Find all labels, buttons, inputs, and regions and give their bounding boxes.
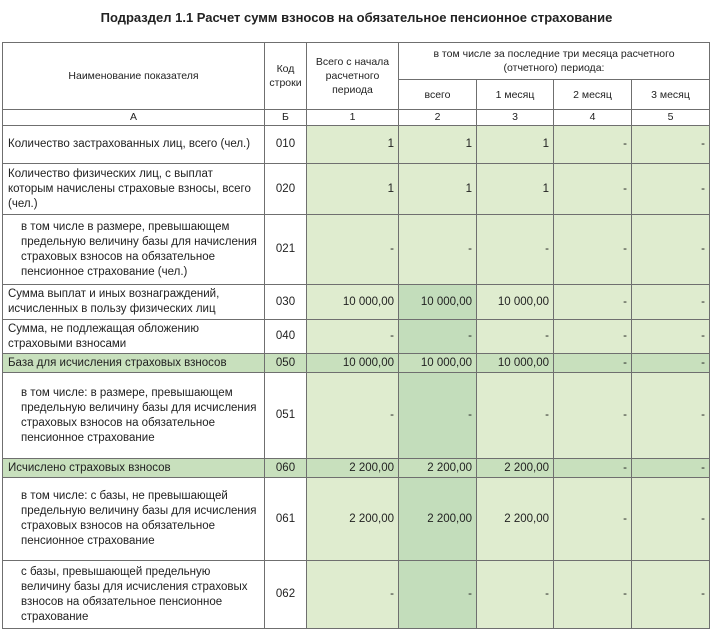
- value-cell[interactable]: -: [399, 215, 477, 285]
- value-cell[interactable]: -: [632, 215, 710, 285]
- value-cell[interactable]: -: [307, 320, 399, 354]
- table-row: [3, 373, 710, 459]
- row-code: 030: [265, 285, 307, 320]
- table-row: [3, 164, 710, 215]
- row-label: Количество физических лиц, с выплат которым начислены страховые взносы, всего (чел.): [3, 164, 265, 215]
- row-label: Сумма выплат и иных вознаграждений, исчисленных в пользу физических лиц: [3, 285, 265, 320]
- table-row: [3, 354, 710, 373]
- row-code: 051: [265, 373, 307, 459]
- value-cell[interactable]: 1: [477, 164, 554, 215]
- value-cell[interactable]: -: [632, 373, 710, 459]
- header-month-1: 1 месяц: [477, 80, 554, 110]
- row-code: 061: [265, 478, 307, 561]
- value-cell[interactable]: -: [632, 354, 710, 373]
- table-row: [3, 215, 710, 285]
- value-cell[interactable]: -: [632, 478, 710, 561]
- row-label: Сумма, не подлежащая обложению страховыми взносами: [3, 320, 265, 354]
- row-code: 021: [265, 215, 307, 285]
- value-cell[interactable]: 1: [307, 126, 399, 164]
- header-month-3: 3 месяц: [632, 80, 710, 110]
- table-row: [3, 478, 710, 561]
- column-number: Б: [265, 110, 307, 126]
- value-cell[interactable]: 10 000,00: [477, 285, 554, 320]
- table-row: [3, 459, 710, 478]
- value-cell[interactable]: -: [632, 164, 710, 215]
- value-cell[interactable]: -: [399, 373, 477, 459]
- column-number: 4: [554, 110, 632, 126]
- row-label: в том числе: в размере, превышающем предельную величину базы для исчисления страховых взносов на обязательное пенсионное страхование: [3, 373, 265, 459]
- value-cell[interactable]: -: [554, 320, 632, 354]
- table-row: [3, 561, 710, 629]
- header-total: Всего с начала расчетного периода: [307, 43, 399, 110]
- row-code: 062: [265, 561, 307, 629]
- row-code: 020: [265, 164, 307, 215]
- table-row: [3, 320, 710, 354]
- page-title: Подраздел 1.1 Расчет сумм взносов на обязательное пенсионное страхование: [100, 10, 613, 25]
- column-number: 3: [477, 110, 554, 126]
- value-cell[interactable]: 1: [477, 126, 554, 164]
- value-cell[interactable]: -: [554, 215, 632, 285]
- column-number: 1: [307, 110, 399, 126]
- value-cell[interactable]: 2 200,00: [307, 459, 399, 478]
- row-label: База для исчисления страховых взносов: [3, 354, 265, 373]
- value-cell[interactable]: 1: [307, 164, 399, 215]
- row-label: Количество застрахованных лиц, всего (чел.): [3, 126, 265, 164]
- value-cell[interactable]: -: [632, 126, 710, 164]
- value-cell[interactable]: -: [477, 561, 554, 629]
- header-name: Наименование показателя: [3, 43, 265, 110]
- value-cell[interactable]: -: [554, 354, 632, 373]
- value-cell[interactable]: -: [554, 373, 632, 459]
- row-label: Исчислено страховых взносов: [3, 459, 265, 478]
- value-cell[interactable]: 2 200,00: [399, 478, 477, 561]
- value-cell[interactable]: -: [399, 561, 477, 629]
- value-cell[interactable]: 2 200,00: [477, 478, 554, 561]
- row-code: 060: [265, 459, 307, 478]
- column-number: А: [3, 110, 265, 126]
- value-cell[interactable]: -: [554, 459, 632, 478]
- table-row: [3, 126, 710, 164]
- row-code: 010: [265, 126, 307, 164]
- value-cell[interactable]: 2 200,00: [477, 459, 554, 478]
- row-label: с базы, превышающей предельную величину базы для исчисления страховых взносов на обязательное пенсионное страхование: [3, 561, 265, 629]
- column-number: 5: [632, 110, 710, 126]
- header-month-2: 2 месяц: [554, 80, 632, 110]
- header-code: Код строки: [265, 43, 307, 110]
- value-cell[interactable]: -: [399, 320, 477, 354]
- value-cell[interactable]: -: [632, 561, 710, 629]
- value-cell[interactable]: -: [307, 373, 399, 459]
- table-row: [3, 285, 710, 320]
- value-cell[interactable]: -: [554, 561, 632, 629]
- value-cell[interactable]: 1: [399, 126, 477, 164]
- value-cell[interactable]: -: [307, 215, 399, 285]
- value-cell[interactable]: 2 200,00: [307, 478, 399, 561]
- header-sub-total: всего: [399, 80, 477, 110]
- row-code: 040: [265, 320, 307, 354]
- value-cell[interactable]: -: [632, 285, 710, 320]
- value-cell[interactable]: -: [632, 320, 710, 354]
- row-code: 050: [265, 354, 307, 373]
- value-cell[interactable]: 10 000,00: [399, 285, 477, 320]
- value-cell[interactable]: -: [554, 285, 632, 320]
- row-label: в том числе: с базы, не превышающей предельную величину базы для исчисления страховых взносов на обязательное пенсионное страхование: [3, 478, 265, 561]
- value-cell[interactable]: -: [554, 126, 632, 164]
- value-cell[interactable]: 10 000,00: [477, 354, 554, 373]
- header-last-three-months: в том числе за последние три месяца расчетного (отчетного) периода:: [399, 43, 710, 80]
- value-cell[interactable]: -: [307, 561, 399, 629]
- value-cell[interactable]: 1: [399, 164, 477, 215]
- value-cell[interactable]: -: [554, 478, 632, 561]
- value-cell[interactable]: 10 000,00: [399, 354, 477, 373]
- value-cell[interactable]: 10 000,00: [307, 285, 399, 320]
- value-cell[interactable]: -: [632, 459, 710, 478]
- value-cell[interactable]: 10 000,00: [307, 354, 399, 373]
- column-number: 2: [399, 110, 477, 126]
- contributions-table: [2, 42, 710, 629]
- value-cell[interactable]: 2 200,00: [399, 459, 477, 478]
- value-cell[interactable]: -: [477, 320, 554, 354]
- value-cell[interactable]: -: [477, 215, 554, 285]
- row-label: в том числе в размере, превышающем предельную величину базы для начисления страховых взносов на обязательное пенсионное страхование (чел.): [3, 215, 265, 285]
- value-cell[interactable]: -: [477, 373, 554, 459]
- value-cell[interactable]: -: [554, 164, 632, 215]
